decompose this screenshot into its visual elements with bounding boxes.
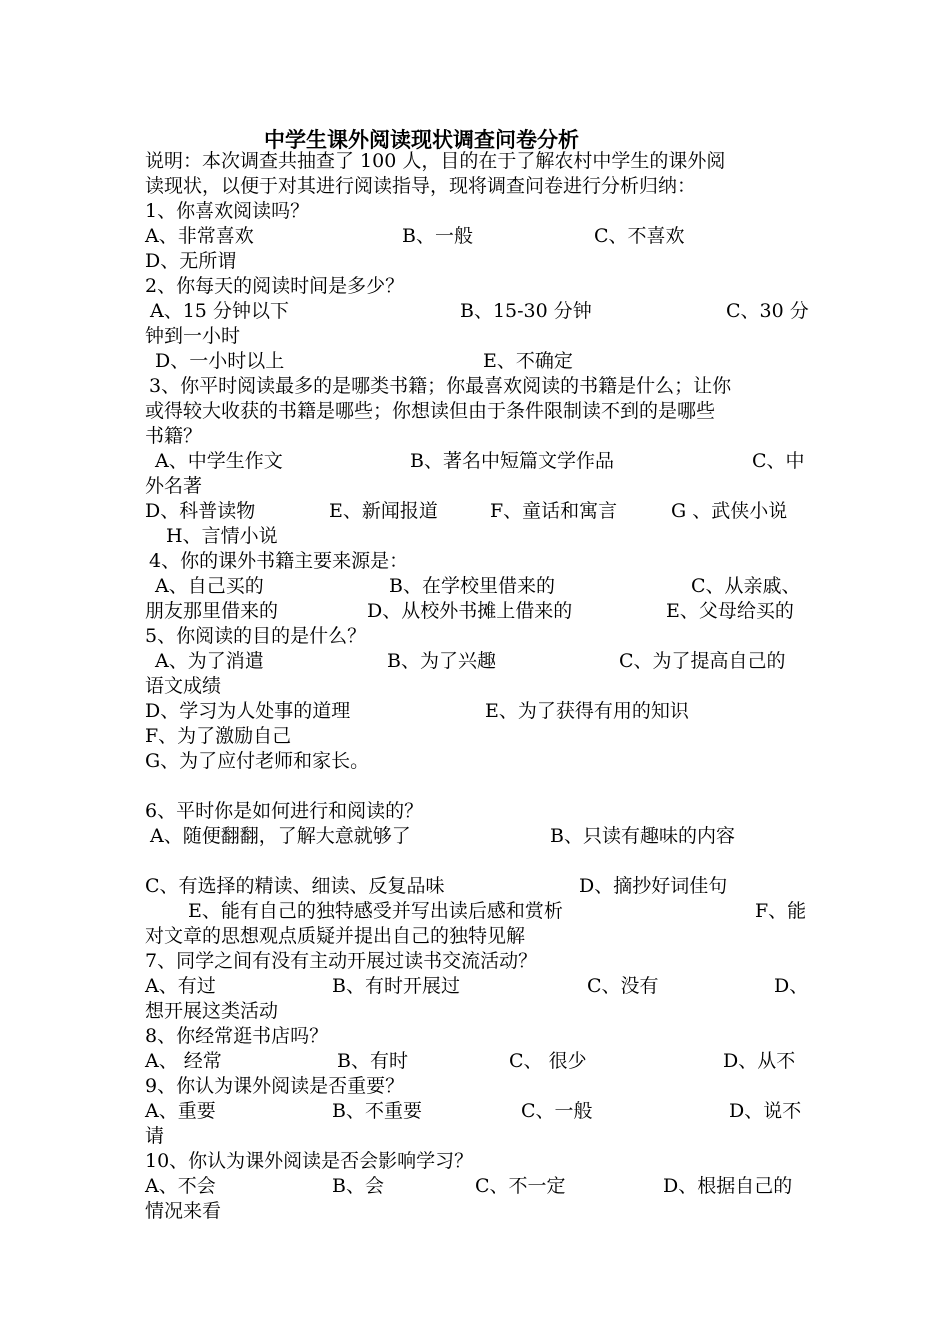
- option-5c-part-2: 语文成绩: [145, 675, 222, 697]
- option-8c: C、 很少: [509, 1050, 587, 1072]
- option-6c: C、有选择的精读、细读、反复品味: [145, 875, 445, 897]
- option-2c-part-2: 钟到一小时: [145, 325, 241, 347]
- question-6-options-row-1: [145, 824, 810, 848]
- option-10d-part-1: D、根据自己的: [663, 1175, 793, 1197]
- option-2e: E、不确定: [483, 350, 573, 372]
- option-10c: C、不一定: [475, 1175, 566, 1197]
- option-7d-part-1: D、: [774, 975, 809, 997]
- option-9b: B、不重要: [332, 1100, 422, 1122]
- option-4e: E、父母给买的: [666, 600, 794, 622]
- option-5e: E、为了获得有用的知识: [485, 700, 689, 722]
- question-3-options-row-3: [145, 524, 810, 548]
- option-8b: B、有时: [337, 1050, 408, 1072]
- option-4b: B、在学校里借来的: [389, 575, 555, 597]
- question-6-options-row-3: [145, 899, 810, 923]
- option-7d-part-2: 想开展这类活动: [145, 1000, 279, 1022]
- option-6e: E、能有自己的独特感受并写出读后感和赏析: [188, 900, 563, 922]
- option-3a: A、中学生作文: [155, 450, 283, 472]
- option-3d: D、科普读物: [145, 500, 256, 522]
- option-5f: F、为了激励自己: [145, 725, 292, 747]
- option-3b: B、著名中短篇文学作品: [410, 450, 614, 472]
- option-5c-part-1: C、为了提高自己的: [619, 650, 786, 672]
- question-6-options-row-2: [145, 874, 810, 898]
- intro-line-2: 读现状，以便于对其进行阅读指导，现将调查问卷进行分析归纳：: [145, 175, 697, 197]
- question-5-options-row-2: [145, 699, 810, 723]
- question-1: 1、你喜欢阅读吗？: [145, 200, 310, 222]
- question-5: 5、你阅读的目的是什么？: [145, 625, 367, 647]
- question-9-options-row-1: [145, 1099, 810, 1123]
- option-9c: C、一般: [521, 1100, 593, 1122]
- option-10a: A、不会: [145, 1175, 216, 1197]
- option-5g: G、为了应付老师和家长。: [145, 750, 370, 772]
- question-7: 7、同学之间有没有主动开展过读书交流活动？: [145, 950, 538, 972]
- option-5a: A、为了消遣: [155, 650, 264, 672]
- option-1c: C、不喜欢: [594, 225, 685, 247]
- option-1b: B、一般: [402, 225, 473, 247]
- option-1d: D、无所谓: [145, 250, 237, 272]
- question-10: 10、你认为课外阅读是否会影响学习？: [145, 1150, 474, 1172]
- option-3c-part-1: C、中: [752, 450, 805, 472]
- option-1a: A、非常喜欢: [145, 225, 254, 247]
- question-4: 4、你的课外书籍主要来源是：: [149, 550, 409, 572]
- option-3e: E、新闻报道: [329, 500, 438, 522]
- option-9d-part-2: 请: [145, 1125, 165, 1147]
- question-10-options-row-1: [145, 1174, 810, 1198]
- question-3-options-row-2: [145, 499, 810, 523]
- option-6f-part-2: 对文章的思想观点质疑并提出自己的独特见解: [145, 925, 526, 947]
- option-6b: B、只读有趣味的内容: [550, 825, 735, 847]
- option-3c-part-2: 外名著: [145, 475, 203, 497]
- question-4-options-row-2: [145, 599, 810, 623]
- option-8a: A、 经常: [145, 1050, 222, 1072]
- question-2-options-row-1: [145, 299, 810, 323]
- option-2d: D、一小时以上: [155, 350, 285, 372]
- question-9: 9、你认为课外阅读是否重要？: [145, 1075, 405, 1097]
- question-4-options-row-1: [145, 574, 810, 598]
- option-8d: D、从不: [723, 1050, 796, 1072]
- question-7-options-row-1: [145, 974, 810, 998]
- option-4c-part-1: C、从亲戚、: [691, 575, 801, 597]
- option-4c-part-2: 朋友那里借来的: [145, 600, 279, 622]
- option-4d: D、从校外书摊上借来的: [367, 600, 573, 622]
- option-3g: G 、武侠小说: [671, 500, 788, 522]
- question-3-line-3: 书籍？: [145, 425, 203, 447]
- option-2c-part-1: C、30 分: [726, 300, 809, 322]
- option-3h: H、言情小说: [166, 525, 278, 547]
- option-5b: B、为了兴趣: [387, 650, 496, 672]
- question-3-line-2: 或得较大收获的书籍是哪些；你想读但由于条件限制读不到的是哪些: [145, 400, 716, 422]
- option-6f-part-1: F、能: [755, 900, 807, 922]
- question-8-options-row-1: [145, 1049, 810, 1073]
- question-5-options-row-1: [145, 649, 810, 673]
- option-10d-part-2: 情况来看: [145, 1200, 222, 1222]
- question-8: 8、你经常逛书店吗？: [145, 1025, 329, 1047]
- question-1-options-row-1: [145, 224, 810, 248]
- question-3-line-1: 3、你平时阅读最多的是哪类书籍；你最喜欢阅读的书籍是什么；让你: [149, 375, 732, 397]
- option-2a: A、15 分钟以下: [150, 300, 289, 322]
- option-5d: D、学习为人处事的道理: [145, 700, 351, 722]
- option-6d: D、摘抄好词佳句: [579, 875, 728, 897]
- question-6: 6、平时你是如何进行和阅读的？: [145, 800, 424, 822]
- option-7a: A、有过: [145, 975, 216, 997]
- option-3f: F、童话和寓言: [490, 500, 618, 522]
- intro-line-1: 说明：本次调查共抽查了 100 人，目的在于了解农村中学生的课外阅: [145, 150, 726, 172]
- option-9a: A、重要: [145, 1100, 216, 1122]
- question-2: 2、你每天的阅读时间是多少？: [145, 275, 405, 297]
- option-2b: B、15-30 分钟: [460, 300, 592, 322]
- option-6a: A、随便翻翻，了解大意就够了: [150, 825, 411, 847]
- option-7c: C、没有: [587, 975, 659, 997]
- option-7b: B、有时开展过: [332, 975, 460, 997]
- question-3-options-row-1: [145, 449, 810, 473]
- question-2-options-row-2: [145, 349, 810, 373]
- option-4a: A、自己买的: [155, 575, 264, 597]
- option-9d-part-1: D、说不: [729, 1100, 802, 1122]
- page-title: 中学生课外阅读现状调查问卷分析: [264, 127, 579, 152]
- option-10b: B、会: [332, 1175, 384, 1197]
